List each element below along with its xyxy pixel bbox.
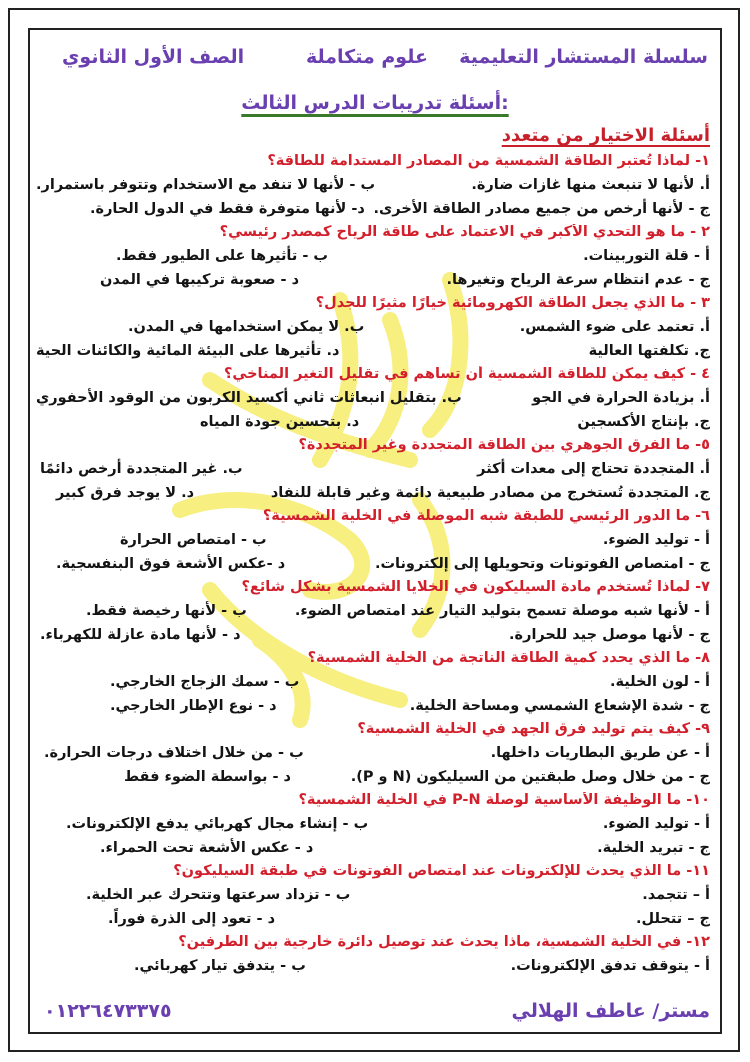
page-title: أسئلة تدريبات الدرس الثالث: <box>241 92 509 114</box>
option-a: أ – تتجمد. <box>642 887 710 903</box>
option-c: ج. المتجددة تُستخرج من مصادر طبيعية دائمة وغير قابلة للنفاد <box>270 485 710 501</box>
option-d: د. بتحسين جودة المياه <box>200 414 360 430</box>
option-b: ب - من خلال اختلاف درجات الحرارة. <box>44 745 304 761</box>
option-b: ب - يتدفق تيار كهربائي. <box>134 958 306 974</box>
option-c: ج. بإنتاج الأكسجين <box>577 414 710 430</box>
page-title-wrap <box>0 92 750 114</box>
option-a: أ - يتوقف تدفق الإلكترونات. <box>510 958 710 974</box>
option-d: د - صعوبة تركيبها في المدن <box>100 272 300 288</box>
question-text: ٤ - كيف يمكن للطاقة الشمسية أن تساهم في تقليل التغير المناخي؟ <box>224 366 710 382</box>
question-text: ٦- ما الدور الرئيسي للطبقة شبه الموصلة في الخلية الشمسية؟ <box>262 508 710 524</box>
option-b: ب. بتقليل انبعاثات ثاني أكسيد الكربون من الوقود الأحفوري <box>36 390 462 406</box>
option-a: أ - توليد الضوء. <box>602 816 710 832</box>
question-text: ١١- ما الذي يحدث للإلكترونات عند امتصاص الفوتونات في طبقة السيليكون؟ <box>173 863 710 879</box>
phone-number: ٠١٢٢٦٤٧٣٣٧٥ <box>44 1000 172 1022</box>
option-a: أ - عن طريق البطاريات داخلها. <box>490 745 710 761</box>
option-d: د - بواسطة الضوء فقط <box>124 769 291 785</box>
option-c: ج – تتحلل. <box>636 911 710 927</box>
option-b: ب - سمك الزجاج الخارجي. <box>110 674 300 690</box>
option-a: أ. لأنها لا تنبعث منها غازات ضارة. <box>471 177 710 193</box>
question-text: ٥- ما الفرق الجوهري بين الطاقة المتجددة وغير المتجددة؟ <box>298 437 710 453</box>
option-c: ج - من خلال وصل طبقتين من السيليكون (N و P). <box>350 769 710 785</box>
option-c: ج - شدة الإشعاع الشمسي ومساحة الخلية. <box>409 698 710 714</box>
question-text: ٨- ما الذي يحدد كمية الطاقة الناتجة من الخلية الشمسية؟ <box>307 650 710 666</box>
option-a: أ - لون الخلية. <box>609 674 710 690</box>
option-c: ج. تكلفتها العالية <box>588 343 710 359</box>
option-c: ج - امتصاص الفوتونات وتحويلها إلى إلكترونات. <box>374 556 710 572</box>
option-c: ج - عدم انتظام سرعة الرياح وتغيرها. <box>446 272 710 288</box>
option-d: د. لا يوجد فرق كبير <box>56 485 195 501</box>
option-d: د - عكس الأشعة تحت الحمراء. <box>100 840 314 856</box>
option-b: ب - لأنها لا تنفد مع الاستخدام وتتوفر باستمرار. <box>36 177 376 193</box>
question-text: ٧- لماذا تُستخدم مادة السيليكون في الخلايا الشمسية بشكل شائع؟ <box>241 579 710 595</box>
option-a: أ - لأنها شبه موصلة تسمح بتوليد التيار عند امتصاص الضوء. <box>294 603 710 619</box>
option-a: أ. المتجددة تحتاج إلى معدات أكثر <box>477 461 710 477</box>
option-b: ب. لا يمكن استخدامها في المدن. <box>128 319 365 335</box>
subject-name: علوم متكاملة <box>306 46 428 68</box>
question-text: ٢ - ما هو التحدي الأكبر في الاعتماد على طاقة الرياح كمصدر رئيسي؟ <box>219 224 710 240</box>
question-text: ١- لماذا تُعتبر الطاقة الشمسية من المصادر المستدامة للطاقة؟ <box>267 153 710 169</box>
option-b: ب - لأنها رخيصة فقط. <box>86 603 247 619</box>
option-b: ب - تزداد سرعتها وتتحرك عبر الخلية. <box>86 887 351 903</box>
option-d: د - نوع الإطار الخارجي. <box>110 698 277 714</box>
option-a: أ - قلة التوربينات. <box>583 248 710 264</box>
question-text: ١٠- ما الوظيفة الأساسية لوصلة P-N في الخلية الشمسية؟ <box>298 792 710 808</box>
option-a: أ. بزيادة الحرارة في الجو <box>532 390 710 406</box>
option-b: ب - تأثيرها على الطيور فقط. <box>116 248 328 264</box>
option-d: د - تعود إلى الذرة فوراً. <box>108 911 276 927</box>
section-heading: أسئلة الاختيار من متعدد <box>501 125 710 146</box>
question-text: ١٢- في الخلية الشمسية، ماذا يحدث عند توصيل دائرة خارجية بين الطرفين؟ <box>178 934 710 950</box>
option-b: ب - إنشاء مجال كهربائي يدفع الإلكترونات. <box>66 816 369 832</box>
option-c: ج - تبريد الخلية. <box>597 840 710 856</box>
grade-name: الصف الأول الثانوي <box>62 46 245 68</box>
question-text: ٩- كيف يتم توليد فرق الجهد في الخلية الشمسية؟ <box>357 721 710 737</box>
option-d: د. تأثيرها على البيئة المائية والكائنات الحية <box>36 343 340 359</box>
option-d: د - لأنها مادة عازلة للكهرباء. <box>40 627 241 643</box>
option-d: د -عكس الأشعة فوق البنفسجية. <box>56 556 286 572</box>
option-b: ب - امتصاص الحرارة <box>120 532 267 548</box>
author-name: مستر/ عاطف الهلالي <box>511 1000 710 1022</box>
option-a: أ. تعتمد على ضوء الشمس. <box>519 319 710 335</box>
option-c: ج - لأنها موصل جيد للحرارة. <box>509 627 710 643</box>
option-c: ج - لأنها أرخص من جميع مصادر الطاقة الأخرى. <box>373 201 710 217</box>
option-a: أ - توليد الضوء. <box>602 532 710 548</box>
option-b: ب. غير المتجددة أرخص دائمًا <box>40 461 243 477</box>
option-d: د- لأنها متوفرة فقط في الدول الحارة. <box>90 201 365 217</box>
question-text: ٣ - ما الذي يجعل الطاقة الكهرومائية خيارًا مثيرًا للجدل؟ <box>315 295 710 311</box>
series-name: سلسلة المستشار التعليمية <box>459 46 708 68</box>
